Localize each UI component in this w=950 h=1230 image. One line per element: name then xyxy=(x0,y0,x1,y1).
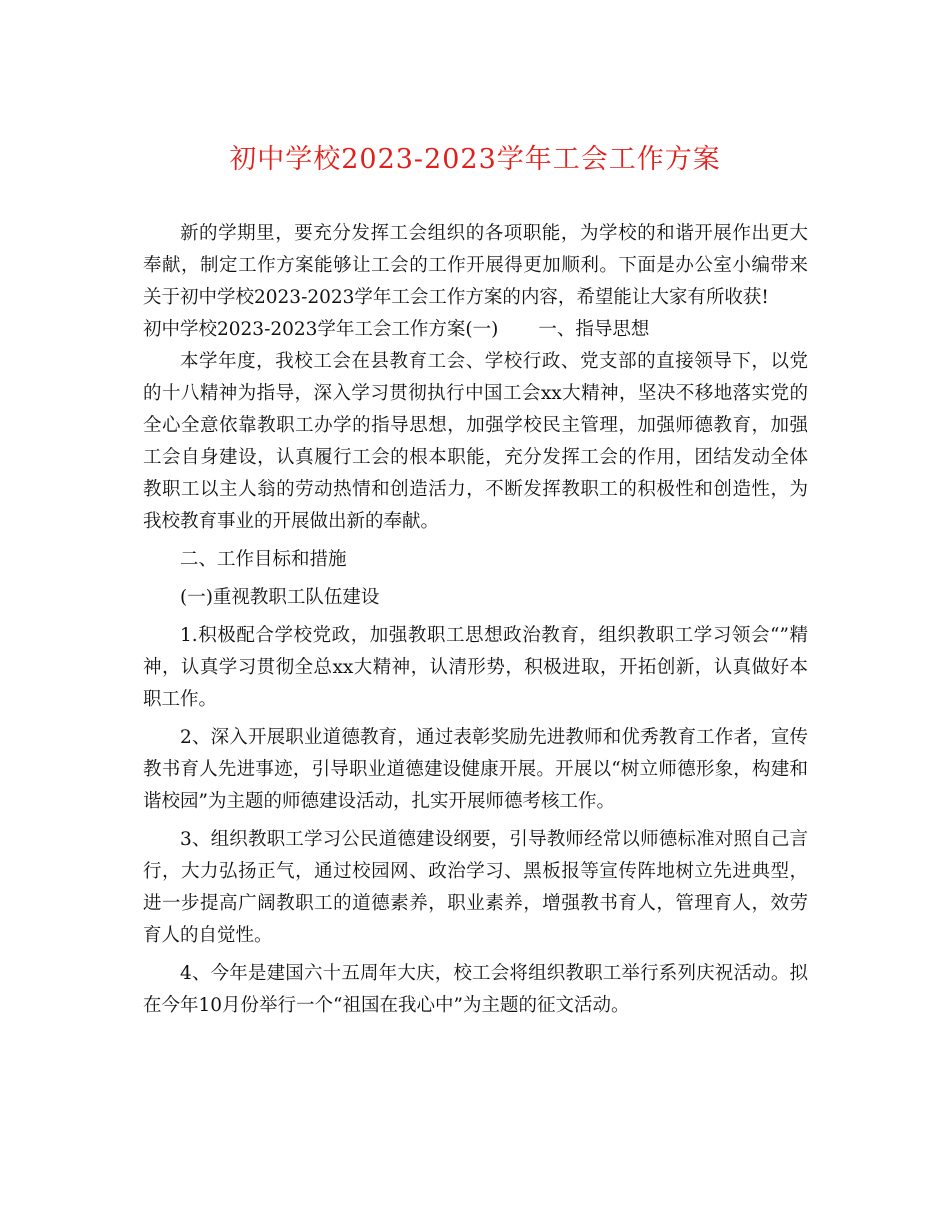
list-item: 3、组织教职工学习公民道德建设纲要，引导教师经常以师德标准对照自己言行，大力弘扬正气，通过校园网、政治学习、黑板报等宣传阵地树立先进典型，进一步提高广阔教职工的道德素养，职业素养，增强教书育人，管理育人，效劳育人的自觉性。 xyxy=(143,829,808,946)
document-body xyxy=(143,218,808,1022)
section2-heading: 二、工作目标和措施 xyxy=(180,549,347,570)
intro-paragraph: 新的学期里，要充分发挥工会组织的各项职能，为学校的和谐开展作出更大奉献，制定工作方案能够让工会的工作开展得更加顺利。下面是办公室小编带来关于初中学校2023-2023学年工会工作方案的内容，希望能让大家有所收获! xyxy=(143,223,808,308)
section2-subheading: (一)重视教职工队伍建设 xyxy=(180,587,380,608)
document-title: 初中学校2023-2023学年工会工作方案 xyxy=(229,144,721,175)
section1-heading: 一、指导思想 xyxy=(538,319,650,340)
list-item: 2、深入开展职业道德教育，通过表彰奖励先进教师和优秀教育工作者，宣传教书育人先进事迹，引导职业道德建设健康开展。开展以“树立师德形象，构建和谐校园”为主题的师德建设活动，扎实开展师德考核工作。 xyxy=(143,727,808,812)
plan-subtitle: 初中学校2023-2023学年工会工作方案(一) xyxy=(143,319,499,340)
list-item: 4、今年是建国六十五周年大庆，校工会将组织教职工举行系列庆祝活动。拟在今年10月份举行一个“祖国在我心中”为主题的征文活动。 xyxy=(143,963,808,1016)
section1-paragraph: 本学年度，我校工会在县教育工会、学校行政、党支部的直接领导下，以党的十八精神为指导，深入学习贯彻执行中国工会xx大精神，坚决不移地落实党的全心全意依靠教职工办学的指导思想，加强学校民主管理，加强师德教育，加强工会自身建设，认真履行工会的根本职能，充分发挥工会的作用，团结发动全体教职工以主人翁的劳动热情和创造活力，不断发挥教职工的积极性和创造性，为我校教育事业的开展做出新的奉献。 xyxy=(143,351,808,532)
subtitle-line xyxy=(143,314,808,346)
list-item: 1.积极配合学校党政，加强教职工思想政治教育，组织教职工学习领会“”精神，认真学习贯彻全总xx大精神，认清形势，积极进取，开拓创新，认真做好本职工作。 xyxy=(143,625,808,710)
